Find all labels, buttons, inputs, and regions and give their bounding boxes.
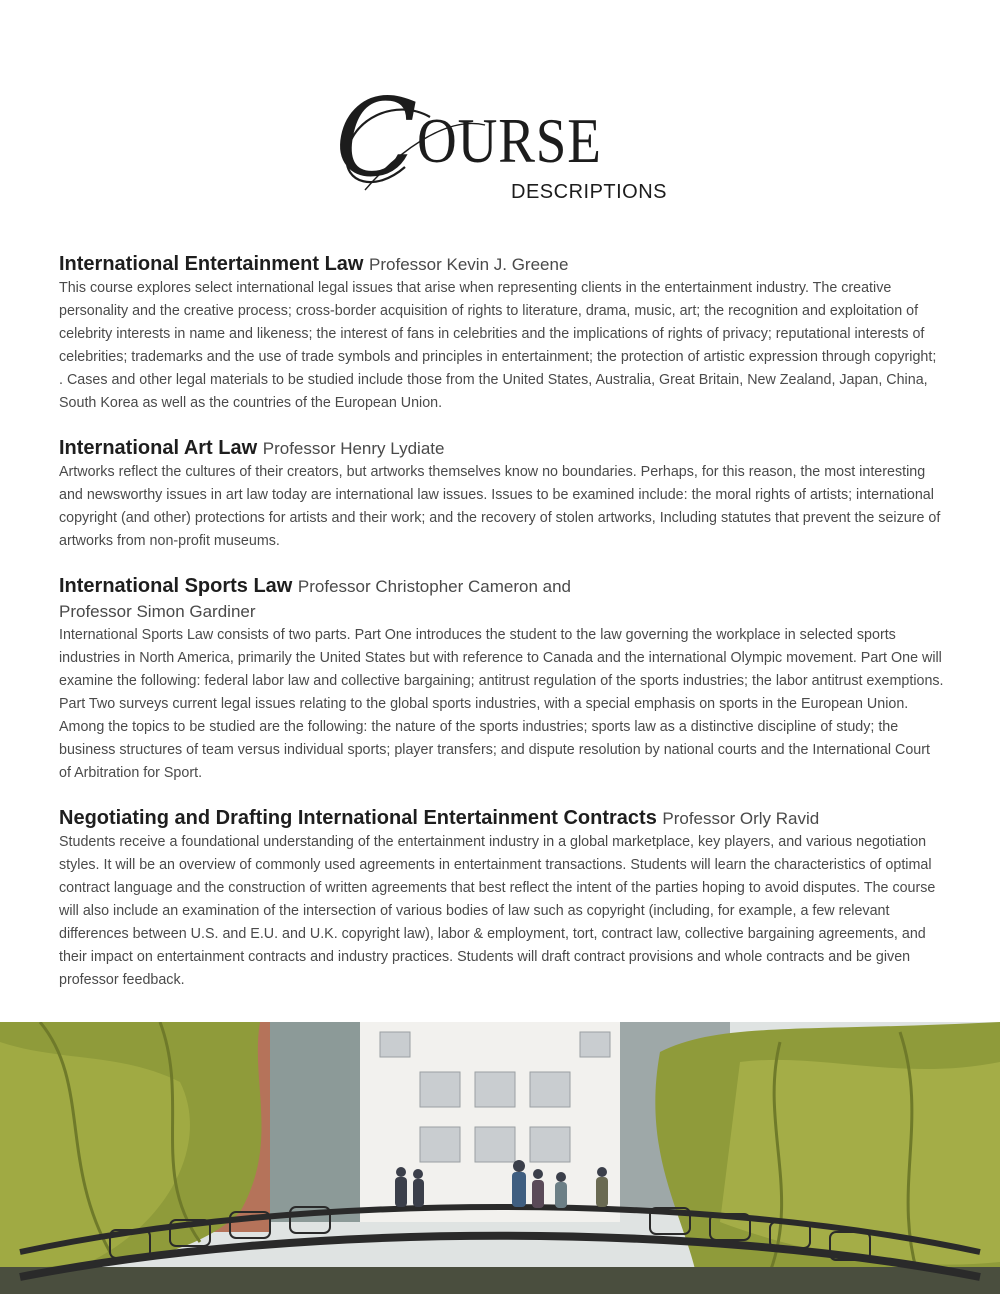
course-heading-continued: [59, 599, 944, 624]
course-list: [59, 252, 944, 1013]
course-entry: [59, 252, 944, 415]
photo-illustration: [0, 1022, 1000, 1294]
course-title: International Entertainment Law: [59, 253, 364, 275]
course-professor: Professor Orly Ravid: [662, 809, 820, 828]
logo-initial: C: [335, 76, 418, 201]
course-description: Artworks reflect the cultures of their creators, but artworks themselves know no boundaries. Perhaps, for this reason, the most interesting and newsworthy issues in art law today are international law issues. Issues to be examined include: the moral rights of artists; international copyright (and other) protections for artists and their work; and the recovery of stolen artworks, Including statutes that prevent the seizure of artworks from non-profit museums.: [59, 464, 941, 549]
canal-bridge-photo: [0, 1022, 1000, 1294]
course-description: This course explores select international legal issues that arise when representing clients in the entertainment industry. The creative personality and the creative process; cross-border acquisition of rights to literature, drama, music, art; the recognition and exploitation of celebrity interests in name and likeness; the interest of fans in celebrities and the implications of rights of privacy; reputational interests of celebrities; trademarks and the use of trade symbols and principles in entertainment; the protection of artistic expression through copyright; . Cases and other legal materials to be studied include those from the United States, Australia, Great Britain, New Zealand, Japan, China, South Korea as well as the countries of the European Union.: [59, 280, 937, 411]
course-entry: [59, 806, 944, 992]
course-title: Negotiating and Drafting International Entertainment Contracts: [59, 807, 657, 829]
course-title: International Sports Law: [59, 575, 293, 597]
course-heading: [59, 436, 944, 461]
course-entry: [59, 574, 944, 785]
course-heading: [59, 806, 944, 831]
course-professor: Professor Kevin J. Greene: [369, 255, 569, 274]
course-logo: [335, 76, 675, 215]
course-description: Students receive a foundational understanding of the entertainment industry in a global marketplace, key players, and various negotiation styles. It will be an overview of commonly used agreements in entertainment transactions. Students will learn the characteristics of optimal contract language and the construction of written agreements that best reflect the intent of the parties hoping to avoid disputes. The course will also include an examination of the intersection of various bodies of law such as copyright (including, for example, a few relevant differences between U.S. and E.U. and U.K. copyright law), labor & employment, tort, contract law, collective bargaining agreements, and their impact on entertainment contracts and industry practices. Students will draft contract provisions and whole contracts and be given professor feedback.: [59, 834, 936, 988]
course-professor-2: Professor Simon Gardiner: [59, 602, 256, 621]
course-professor: Professor Christopher Cameron and: [297, 577, 571, 596]
logo-subtitle: DESCRIPTIONS: [511, 181, 668, 203]
page-header: [0, 76, 1000, 215]
course-entry: [59, 436, 944, 553]
course-heading: [59, 574, 944, 599]
course-professor: Professor Henry Lydiate: [262, 439, 445, 458]
course-description: International Sports Law consists of two parts. Part One introduces the student to the law governing the workplace in selected sports industries in North America, primarily the United States but with reference to Canada and the international Olympic movement. Part One will examine the following: federal labor law and collective bargaining; antitrust regulation of the sports industries; the labor antitrust exemptions. Part Two surveys current legal issues relating to the global sports industries, with a special emphasis on sports in the European Union. Among the topics to be studied are the following: the nature of the sports industries; sports law as a distinctive discipline of study; the business structures of team versus individual sports; player transfers; and dispute resolution by national courts and the International Court of Arbitration for Sport.: [59, 627, 944, 781]
logo-word: OURSE: [417, 105, 602, 176]
course-heading: [59, 252, 944, 277]
course-title: International Art Law: [59, 437, 258, 459]
